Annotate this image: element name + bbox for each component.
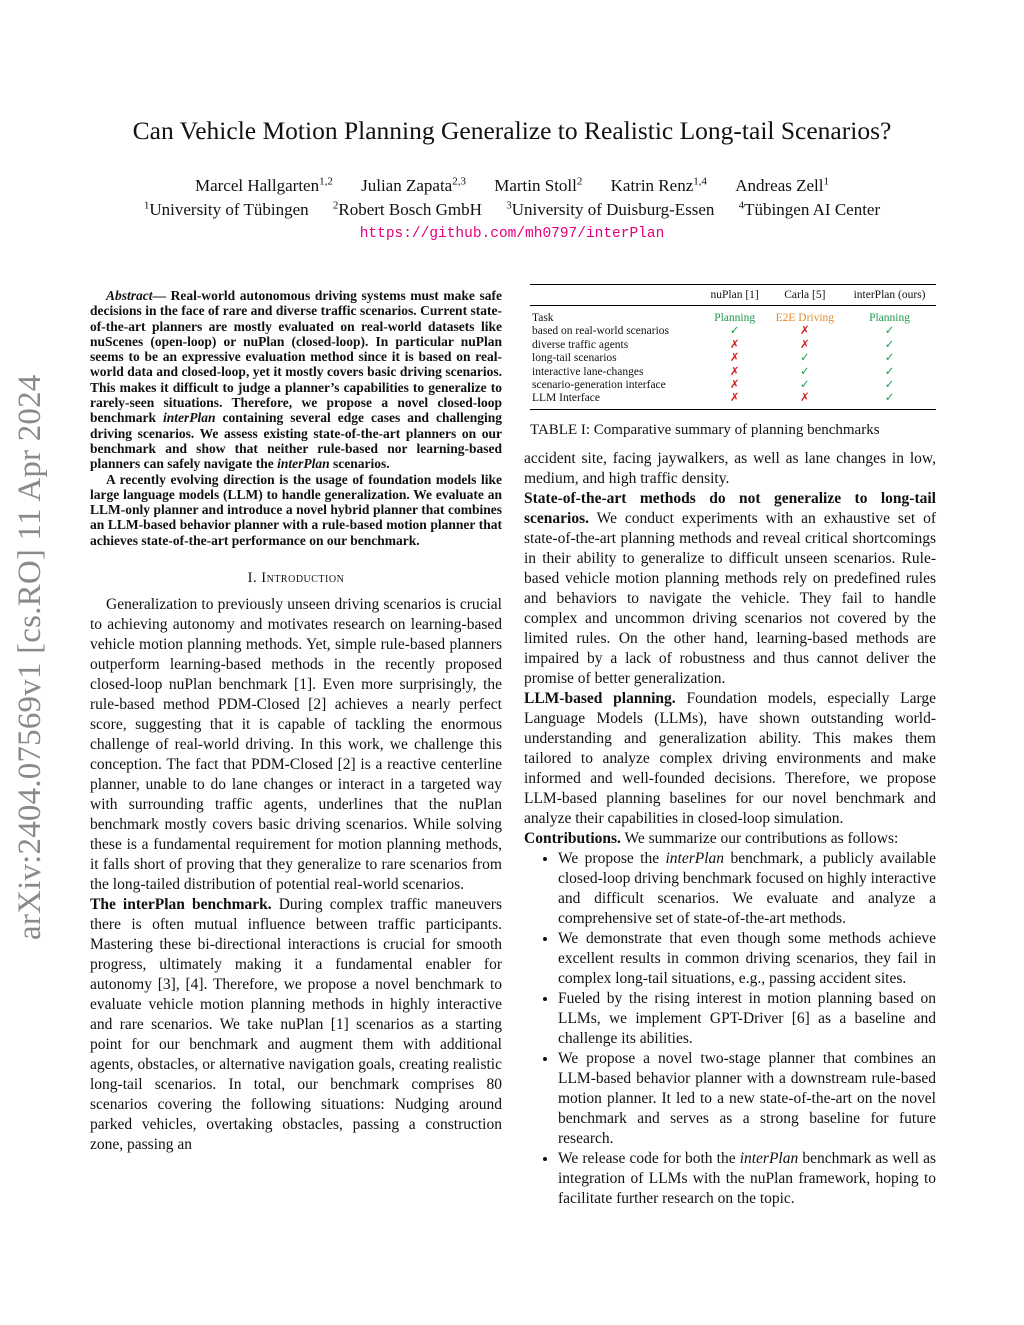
table-cell: ✓: [800, 365, 810, 378]
abstract-paragraph: A recently evolving direction is the usage of foundation models like large language models (LLM) to handle generalization. We evaluate an LLM-only planner and introduce a novel hybrid planner that combines an LLM-based behavior planner with a rule-based motion planner that achieves state-of-the-art performance on our benchmark.: [90, 471, 502, 548]
author: Martin Stoll$^2$: [494, 175, 583, 195]
list-item: • We demonstrate that even though some methods achieve excellent results in common driving scenarios, they fail in complex long-tail situations, e.g., passing accident sites.: [558, 929, 936, 989]
list-item: • We propose a novel two-stage planner that combines an LLM-based behavior planner with a downstream rule-based motion planner. It led to a new state-of-the-art on the novel benchmark and serves as a strong baseline for future research.: [558, 1049, 936, 1149]
body-paragraph: LLM-based planning. Foundation models, especially Large Language Models (LLMs), have shown outstanding world-understanding and generalization ability. This makes them tailored to analyze complex driving environments and make informed and well-founded decisions. Therefore, we propose LLM-based planning baselines for our novel benchmark and analyze their capabilities in closed-loop simulation.: [524, 689, 936, 827]
table-row: [530, 392, 936, 409]
body-paragraph: accident site, facing jaywalkers, as well as lane changes in low, medium, and high traffic density.: [524, 449, 936, 487]
table-cell: E2E Driving: [775, 312, 835, 324]
table-cell: Planning: [714, 312, 756, 324]
table-cell: ✓: [884, 325, 895, 338]
table-cell: ✗: [729, 352, 740, 365]
body-paragraph: Contributions. We summarize our contributions as follows:: [524, 829, 899, 847]
author: Marcel Hallgarten$^{1,2}$: [194, 175, 333, 195]
comparison-table: [530, 284, 936, 410]
author: Julian Zapata$^{2,3}$: [361, 175, 466, 195]
affiliation: $^2$Robert Bosch GmbH: [332, 199, 482, 219]
row-label: scenario-generation interface: [532, 379, 666, 392]
affiliation: $^3$University of Duisburg-Essen: [506, 199, 715, 219]
right-column: [524, 284, 936, 1209]
table-row: [530, 325, 936, 338]
row-label: diverse traffic agents: [532, 338, 629, 351]
body-paragraph: The interPlan benchmark. During complex traffic maneuvers there is often mutual influence between traffic participants. Mastering these bi-directional interactions is crucial for smooth progress, ultimately making it a fundamental enabler for autonomy [3], [4]. Therefore, we propose a novel benchmark to evaluate vehicle motion planning methods in highly interactive and rare scenarios. We take nuPlan [1] scenarios as a starting point for our benchmark and augment them with additional agents, obstacles, or alternative navigation goals, creating realistic long-tail scenarios. In total, our benchmark comprises 80 scenarios covering the following situations: Nudging around parked vehicles, overtaking obstacles, passing a construction zone, passing an: [90, 896, 502, 1154]
body-paragraph: Generalization to previously unseen driving scenarios is crucial to achieving autonomy and motivates research on learning-based vehicle motion planning methods. Yet, simple rule-based planners outperform learning-based methods in the recently proposed closed-loop nuPlan benchmark [1]. Even more surprisingly, the rule-based method PDM-Closed [2] achieves a nearly perfect score, suggesting that it is capable of tackling the enormous challenge of real-world driving. In this work, we challenge this conception. The fact that PDM-Closed [2] is a reactive centerline planner, unable to do lane changes or interact in a targeted way with surrounding traffic agents, underlines that the nuPlan benchmark mostly covers basic driving scenarios. While solving these is a fundamental requirement for motion planning methods, it falls short of proving that they generalize to rare scenarios from the long-tailed distribution of potential real-world scenarios.: [90, 596, 502, 894]
table-cell: Planning: [869, 312, 910, 324]
list-item: • We propose the interPlan benchmark, a publicly available closed-loop driving benchmark focused on highly interactive and difficult scenarios. We evaluate and analyze a comprehensive set of state-of-the-art methods.: [558, 849, 936, 929]
repo-link[interactable]: https://github.com/mh0797/interPlan: [359, 226, 665, 242]
list-item: • We release code for both the interPlan benchmark as well as integration of LLMs with the nuPlan framework, hoping to facilitate further research on the topic.: [558, 1149, 936, 1209]
affiliation: $^1$University of Tübingen: [143, 199, 309, 219]
row-label: long-tail scenarios: [532, 352, 617, 365]
body-paragraph: State-of-the-art methods do not generalize to long-tail scenarios. We conduct experiments with an exhaustive set of state-of-the-art planning methods and reveal critical shortcomings in their ability to generalize to difficult unseen scenarios. Rule-based vehicle motion planning methods rely on predefined rules and behaviors to navigate the vehicle. They fail to handle complex and uncommon driving scenarios not covered by the limited rules. On the other hand, learning-based methods are impaired by a lack of robustness and thus cannot deliver the promise of better generalization.: [524, 489, 936, 687]
affiliation: $^4$Tübingen AI Center: [738, 199, 881, 219]
table-cell: ✓: [800, 379, 810, 392]
table-cell: ✗: [729, 379, 740, 392]
affiliation-list: [0, 200, 1024, 220]
table-caption: TABLE I: Comparative summary of planning benchmarks: [530, 421, 880, 438]
author-list: [0, 176, 1024, 196]
table-cell: ✓: [884, 352, 895, 365]
author: Katrin Renz$^{1,4}$: [610, 175, 707, 195]
table-cell: ✓: [884, 338, 895, 351]
table-cell: ✓: [729, 325, 740, 338]
row-label: based on real-world scenarios: [532, 325, 669, 338]
table-cell: ✗: [800, 392, 810, 405]
contributions-list: [524, 849, 936, 1209]
table-cell: ✓: [884, 379, 895, 392]
section-heading: I. Introduction: [247, 570, 345, 587]
table-row: [530, 366, 936, 379]
table-row: [530, 306, 936, 326]
table-row: [530, 379, 936, 392]
list-item: • Fueled by the rising interest in motion planning based on LLMs, we implement GPT-Driver [6] as a baseline and challenge its abilities.: [558, 989, 936, 1049]
table-header-row: [530, 285, 936, 306]
author: Andreas Zell$^1$: [735, 175, 830, 195]
table-cell: ✗: [729, 365, 740, 378]
table-cell: ✗: [729, 392, 740, 405]
table-header: Carla [5]: [784, 289, 826, 301]
row-label: Task: [532, 312, 554, 324]
abstract-paragraph: Abstract— Real-world autonomous driving systems must make safe decisions in the face of rare and diverse traffic scenarios. Current state-of-the-art planners are mostly evaluated on real-world datasets like nuScenes (open-loop) or nuPlan (closed-loop). In particular nuPlan seems to be an expressive evaluation method since it is based on real-world data and closed-loop, yet it mostly covers basic driving scenarios. This makes it difficult to judge a planner’s capabilities to generalize to rarely-seen situations. Therefore, we propose a novel closed-loop benchmark interPlan containing several edge cases and challenging driving scenarios. We assess existing state-of-the-art planners on our benchmark and show that neither rule-based nor learning-based planners can safely navigate the interPlan scenarios.: [90, 288, 503, 472]
table-cell: ✗: [729, 338, 740, 351]
row-label: LLM Interface: [532, 392, 601, 405]
table-header: nuPlan [1]: [710, 289, 759, 301]
table-cell: ✓: [800, 352, 810, 365]
table-cell: ✓: [884, 392, 895, 405]
table-cell: ✗: [800, 325, 810, 338]
table-row: [530, 352, 936, 365]
row-label: interactive lane-changes: [532, 365, 644, 378]
left-column: [90, 288, 502, 1155]
table-header: interPlan (ours): [853, 289, 926, 301]
table-cell: ✓: [884, 365, 895, 378]
table-header: [530, 285, 703, 306]
table-row: [530, 339, 936, 352]
table-cell: ✗: [800, 338, 810, 351]
arxiv-identifier: arXiv:2404.07569v1 [cs.RO] 11 Apr 2024: [12, 374, 48, 940]
paper-title: Can Vehicle Motion Planning Generalize to Realistic Long-tail Scenarios?: [132, 116, 892, 145]
